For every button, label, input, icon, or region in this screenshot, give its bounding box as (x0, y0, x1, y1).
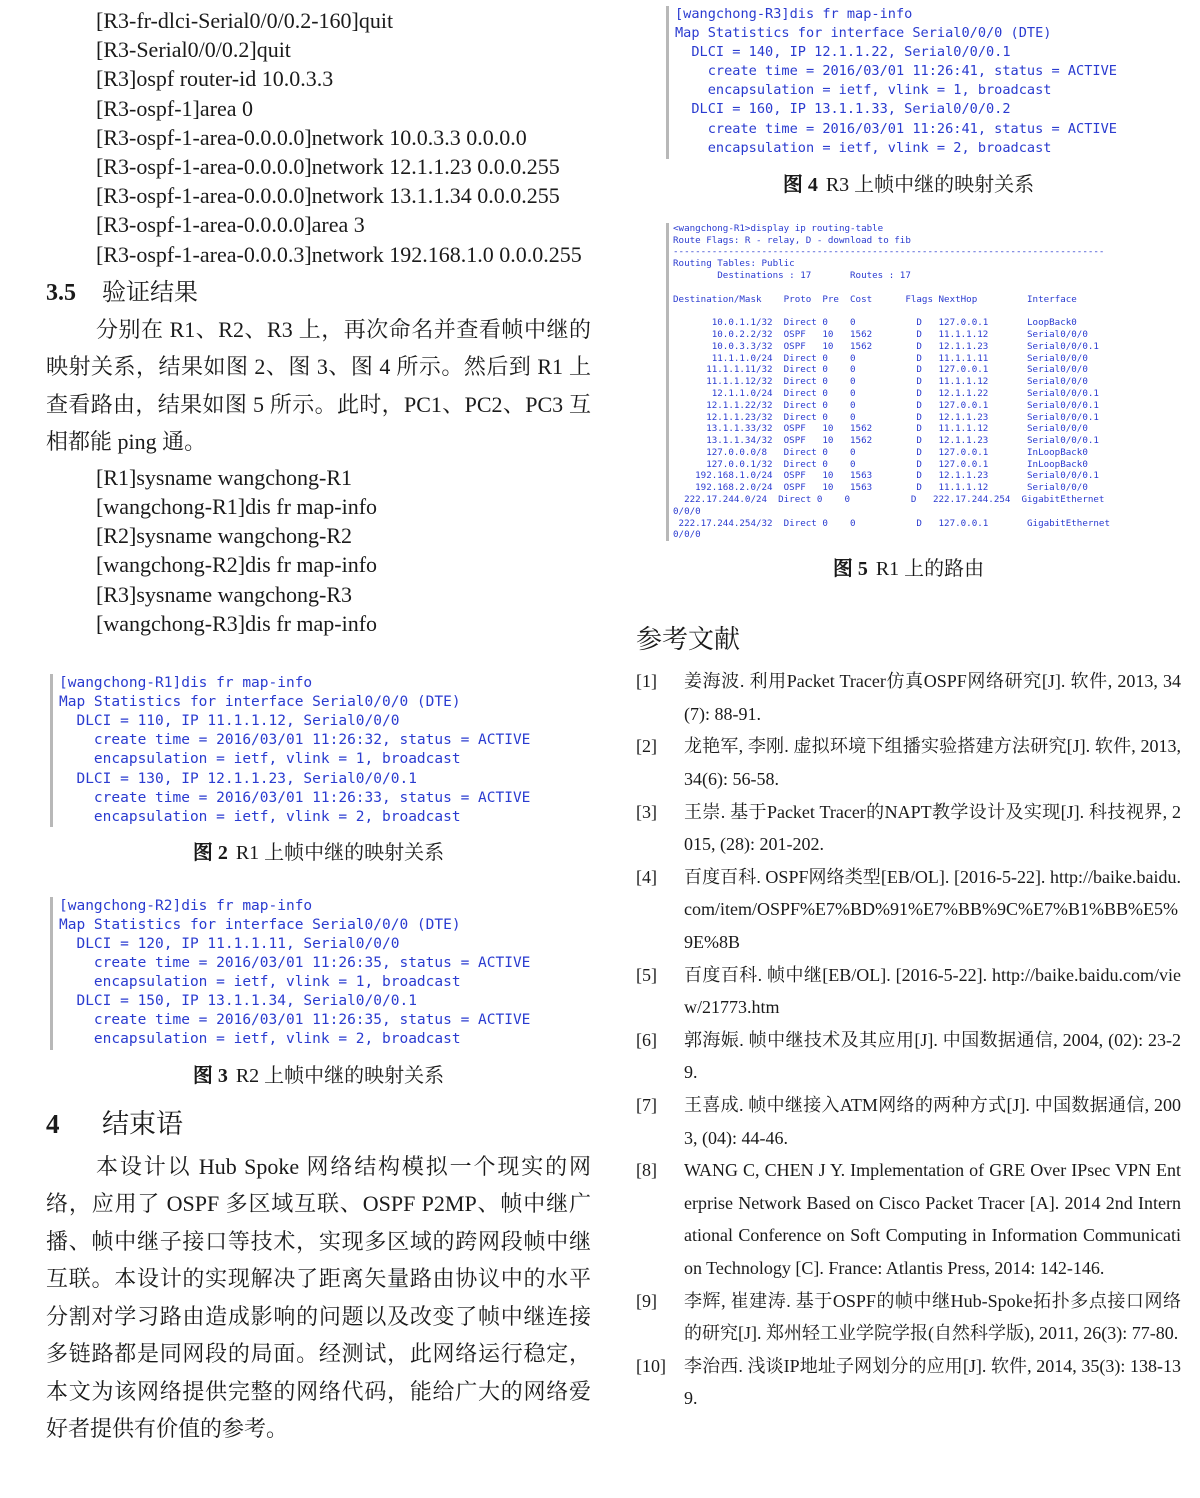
text-line: encapsulation = ietf, vlink = 1, broadcast (59, 751, 461, 768)
text-line: create time = 2016/03/01 11:26:35, status = ACTIVE (59, 955, 531, 972)
text-line: DLCI = 130, IP 12.1.1.23, Serial0/0/0.1 (59, 770, 417, 787)
reference-number: [9] (636, 1290, 657, 1311)
reference-text: 郭海娠. 帧中继技术及其应用[J]. 中国数据通信, 2004, (02): 23-29. (684, 1029, 1181, 1083)
text-line: [R3-Serial0/0/0.2]quit (96, 37, 291, 63)
reference-item (636, 959, 1181, 1024)
text-line: Route Flags: R - relay, D - download to fib (673, 234, 911, 246)
reference-number: [7] (636, 1094, 657, 1115)
reference-number: [3] (636, 801, 657, 822)
text-line: [R3]sysname wangchong-R3 (96, 581, 353, 607)
text-line: encapsulation = ietf, vlink = 1, broadcast (675, 82, 1052, 99)
text-line: [R3-fr-dlci-Serial0/0/0.2-160]quit (96, 8, 394, 33)
reference-number: [6] (636, 1029, 657, 1050)
text-line: [R3-ospf-1-area-0.0.0.0]network 12.1.1.23 0.0.0.255 (96, 154, 560, 180)
reference-number: [4] (636, 866, 657, 887)
section-title: 验证结果 (102, 279, 198, 306)
reference-item (636, 1350, 1181, 1415)
caption-text: R1 上的路由 (875, 558, 985, 581)
figure-2-terminal (50, 674, 591, 827)
text-line: [wangchong-R3]dis fr map-info (96, 610, 378, 636)
text-line: encapsulation = ietf, vlink = 2, broadcast (59, 1031, 461, 1048)
reference-number: [5] (636, 964, 657, 985)
text-line (673, 305, 1181, 317)
text-line (673, 282, 1181, 294)
text-line: [R3-ospf-1-area-0.0.0.0]network 13.1.1.34 0.0.0.255 (96, 183, 560, 209)
reference-item (636, 1024, 1181, 1089)
reference-text: 王崇. 基于Packet Tracer的NAPT教学设计及实现[J]. 科技视界, 2015, (28): 201-202. (684, 801, 1181, 855)
text-line: 192.168.2.0/24 OSPF 10 1563 D 11.1.1.12 Serial0/0/0 (673, 482, 1088, 494)
section-3-5-heading (46, 277, 591, 309)
caption-text: R3 上帧中继的映射关系 (825, 173, 1035, 196)
text-line: 12.1.1.23/32 Direct 0 0 D 12.1.1.23 Serial0/0/0.1 (673, 411, 1099, 423)
text-line: Map Statistics for interface Serial0/0/0 (DTE) (59, 694, 461, 711)
text-line: create time = 2016/03/01 11:26:35, status = ACTIVE (59, 1012, 531, 1029)
text-line: 11.1.1.11/32 Direct 0 0 D 127.0.0.1 Serial0/0/0 (673, 364, 1088, 376)
text-line: DLCI = 150, IP 13.1.1.34, Serial0/0/0.1 (59, 993, 417, 1010)
reference-text: 李治西. 浅谈IP地址子网划分的应用[J]. 软件, 2014, 35(3): 138-139. (684, 1355, 1181, 1409)
section-number: 4 (46, 1108, 60, 1139)
text-line: [R3]ospf router-id 10.0.3.3 (96, 66, 334, 92)
text-line: [wangchong-R2]dis fr map-info (59, 897, 313, 914)
figure-5-caption (636, 555, 1181, 583)
text-line: encapsulation = ietf, vlink = 2, broadcast (675, 139, 1052, 156)
text-line: [wangchong-R1]dis fr map-info (96, 494, 378, 520)
text-line: encapsulation = ietf, vlink = 1, broadcast (59, 974, 461, 991)
text-line: <wangchong-R1>display ip routing-table (673, 222, 884, 234)
text-line: 13.1.1.33/32 OSPF 10 1562 D 11.1.1.12 Serial0/0/0 (673, 423, 1088, 435)
reference-item (636, 730, 1181, 795)
text-line: [R3-ospf-1-area-0.0.0.0]area 3 (96, 212, 365, 238)
figure-3-terminal (50, 897, 591, 1050)
text-line: Routing Tables: Public (673, 258, 795, 270)
text-line: 10.0.1.1/32 Direct 0 0 D 127.0.0.1 LoopBack0 (673, 317, 1077, 329)
section-4-paragraph: 本设计以 Hub Spoke 网络结构模拟一个现实的网络，应用了 OSPF 多区域互联、OSPF P2MP、帧中继广播、帧中继子接口等技术，实现多区域的跨网段帧中继互联。本设计的实现解决了距离矢量路由协议中的水平分割对学习路由造成影响的问题以及改变了帧中继连接多链路都是同网段的局面。经测试，此网络运行稳定，本文为该网络提供完整的网络代码，能给广大的网络爱好者提供有价值的参考。 (46, 1153, 591, 1442)
text-line: 192.168.1.0/24 OSPF 10 1563 D 12.1.1.23 Serial0/0/0.1 (673, 470, 1099, 482)
figure-5-routing-table (666, 223, 1181, 542)
reference-number: [10] (636, 1355, 666, 1376)
right-column (636, 6, 1181, 1415)
text-line: [R2]sysname wangchong-R2 (96, 523, 353, 549)
figure-label: 图 3 (192, 1064, 228, 1087)
text-line: Map Statistics for interface Serial0/0/0 (DTE) (59, 916, 461, 933)
text-line: 11.1.1.0/24 Direct 0 0 D 11.1.1.11 Serial0/0/0 (673, 352, 1088, 364)
reference-item (636, 1154, 1181, 1284)
reference-number: [1] (636, 671, 657, 692)
reference-number: [2] (636, 736, 657, 757)
code-block-mid (96, 463, 591, 638)
reference-text: 百度百科. OSPF网络类型[EB/OL]. [2016-5-22]. http://baike.baidu.com/item/OSPF%E7%BD%91%E7%BB%9C%E7%B1%BB%E5%9E%8B (684, 866, 1181, 953)
section-4-heading (46, 1108, 591, 1140)
text-line: Destination/Mask Proto Pre Cost Flags NextHop Interface (673, 293, 1077, 305)
text-line: Destinations : 17 Routes : 17 (673, 269, 911, 281)
text-line: 10.0.2.2/32 OSPF 10 1562 D 11.1.1.12 Serial0/0/0 (673, 328, 1088, 340)
text-line: [R1]sysname wangchong-R1 (96, 464, 353, 490)
code-block-top (96, 6, 591, 269)
reference-text: 姜海波. 利用Packet Tracer仿真OSPF网络研究[J]. 软件, 2013, 34(7): 88-91. (684, 671, 1181, 724)
reference-text: 龙艳军, 李刚. 虚拟环境下组播实验搭建方法研究[J]. 软件, 2013, 34(6): 56-58. (684, 736, 1181, 790)
text-line: 222.17.244.0/24 Direct 0 0 D 222.17.244.254 GigabitEthernet (673, 494, 1105, 506)
text-line: 0/0/0 (673, 505, 701, 517)
text-line: [wangchong-R3]dis fr map-info (675, 6, 913, 22)
text-line: 11.1.1.12/32 Direct 0 0 D 11.1.1.12 Serial0/0/0 (673, 376, 1088, 388)
caption-text: R1 上帧中继的映射关系 (235, 841, 445, 864)
text-line: create time = 2016/03/01 11:26:33, status = ACTIVE (59, 789, 531, 806)
reference-text: 百度百科. 帧中继[EB/OL]. [2016-5-22]. http://baike.baidu.com/view/21773.htm (684, 964, 1181, 1018)
references-heading: 参考文献 (636, 625, 741, 655)
section-3-5-paragraph: 分别在 R1、R2、R3 上，再次命名并查看帧中继的映射关系，结果如图 2、图 3、图 4 所示。然后到 R1 上查看路由，结果如图 5 所示。此时，PC1、PC2、PC3 互相都能 ping 通。 (46, 316, 591, 455)
section-number: 3.5 (46, 279, 76, 306)
text-line: [wangchong-R2]dis fr map-info (96, 552, 378, 578)
text-line: 13.1.1.34/32 OSPF 10 1562 D 12.1.1.23 Serial0/0/0.1 (673, 435, 1099, 447)
text-line: 12.1.1.0/24 Direct 0 0 D 12.1.1.22 Serial0/0/0.1 (673, 387, 1099, 399)
reference-item (636, 1089, 1181, 1154)
reference-text: WANG C, CHEN J Y. Implementation of GRE Over IPsec VPN Enterprise Network Based on Cisco Packet Tracer [A]. 2014 2nd International Conference on Soft Computing in Information Communication Technology [C]. France: Atlantis Press, 2014: 142-146. (684, 1160, 1181, 1278)
text-line: 222.17.244.254/32 Direct 0 0 D 127.0.0.1 GigabitEthernet (673, 517, 1110, 529)
section-title: 结束语 (102, 1108, 183, 1139)
text-line: ------------------------------------------------------------------------------ (673, 246, 1105, 258)
figure-label: 图 5 (832, 558, 868, 581)
reference-text: 王喜成. 帧中继接入ATM网络的两种方式[J]. 中国数据通信, 2003, (04): 44-46. (684, 1094, 1181, 1148)
text-line: DLCI = 160, IP 13.1.1.33, Serial0/0/0.2 (675, 101, 1011, 118)
text-line: 127.0.0.1/32 Direct 0 0 D 127.0.0.1 InLoopBack0 (673, 458, 1088, 470)
reference-item (636, 796, 1181, 861)
text-line: DLCI = 110, IP 11.1.1.12, Serial0/0/0 (59, 713, 400, 730)
text-line: Map Statistics for interface Serial0/0/0 (DTE) (675, 25, 1052, 42)
text-line: create time = 2016/03/01 11:26:41, status = ACTIVE (675, 120, 1117, 137)
text-line: DLCI = 140, IP 12.1.1.22, Serial0/0/0.1 (675, 44, 1011, 61)
text-line: create time = 2016/03/01 11:26:41, status = ACTIVE (675, 63, 1117, 80)
text-line: [R3-ospf-1]area 0 (96, 95, 253, 121)
text-line: [R3-ospf-1-area-0.0.0.3]network 192.168.1.0 0.0.0.255 (96, 241, 582, 267)
text-line: DLCI = 120, IP 11.1.1.11, Serial0/0/0 (59, 935, 400, 952)
text-line: encapsulation = ietf, vlink = 2, broadcast (59, 808, 461, 825)
text-line: [R3-ospf-1-area-0.0.0.0]network 10.0.3.3 0.0.0.0 (96, 124, 527, 150)
reference-number: [8] (636, 1160, 657, 1181)
reference-item (636, 1285, 1181, 1350)
figure-label: 图 2 (192, 841, 228, 864)
figure-3-caption (46, 1062, 591, 1090)
references-list (636, 665, 1181, 1415)
reference-text: 李辉, 崔建涛. 基于OSPF的帧中继Hub-Spoke拓扑多点接口网络的研究[J]. 郑州轻工业学院学报(自然科学版), 2011, 26(3): 77-80. (684, 1290, 1181, 1344)
reference-item (636, 861, 1181, 959)
figure-4-terminal (666, 6, 1181, 159)
text-line: 12.1.1.22/32 Direct 0 0 D 127.0.0.1 Serial0/0/0.1 (673, 399, 1099, 411)
figure-4-caption (636, 171, 1181, 199)
figure-label: 图 4 (782, 173, 818, 196)
caption-text: R2 上帧中继的映射关系 (235, 1064, 445, 1087)
text-line: create time = 2016/03/01 11:26:32, status = ACTIVE (59, 732, 531, 749)
left-column (46, 6, 591, 1448)
figure-2-caption (46, 839, 591, 867)
text-line: 10.0.3.3/32 OSPF 10 1562 D 12.1.1.23 Serial0/0/0.1 (673, 340, 1099, 352)
text-line: 0/0/0 (673, 529, 701, 541)
reference-item (636, 665, 1181, 730)
text-line: [wangchong-R1]dis fr map-info (59, 675, 313, 692)
text-line: 127.0.0.0/8 Direct 0 0 D 127.0.0.1 InLoopBack0 (673, 446, 1088, 458)
